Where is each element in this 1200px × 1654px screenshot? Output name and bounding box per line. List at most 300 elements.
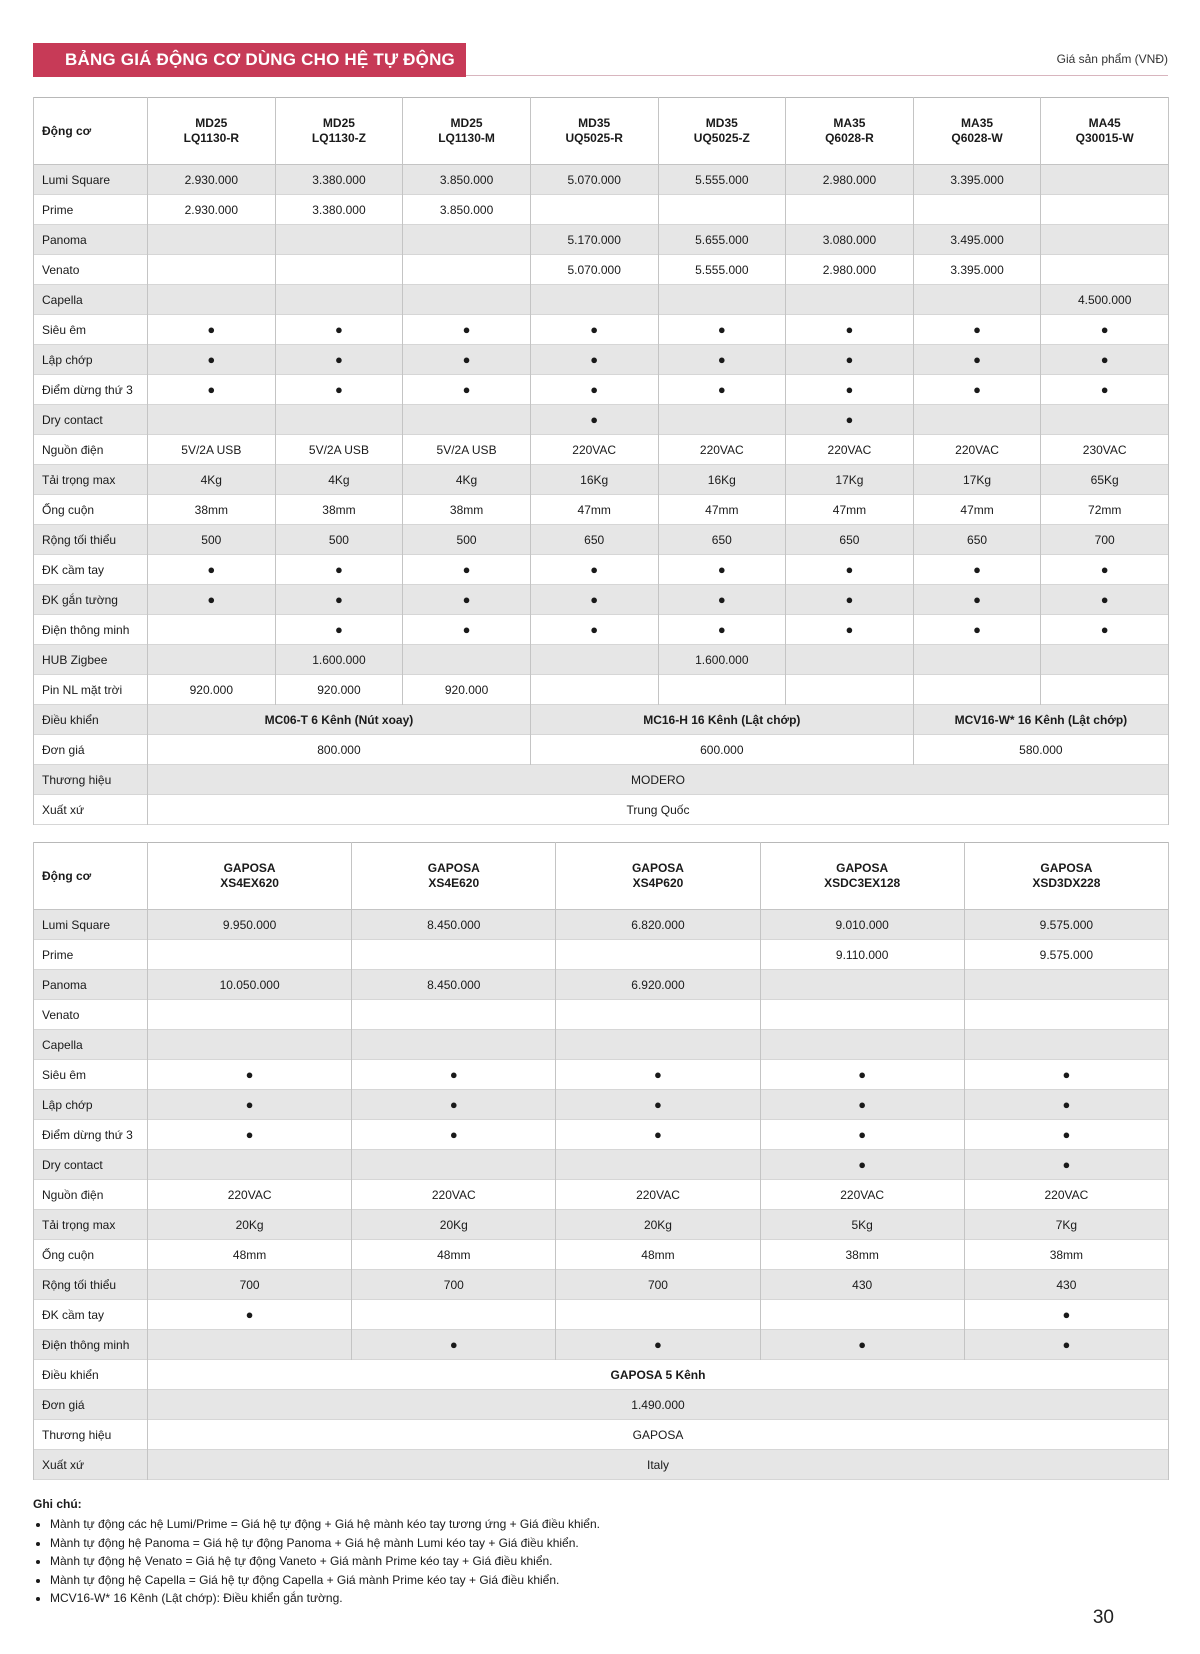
row-label: Tải trọng max bbox=[34, 465, 148, 495]
table-cell bbox=[530, 195, 658, 225]
table-row bbox=[34, 1150, 1169, 1180]
control-cell: MC16-H 16 Kênh (Lật chớp) bbox=[530, 705, 913, 735]
table-cell bbox=[148, 255, 276, 285]
table-cell: 3.380.000 bbox=[275, 195, 403, 225]
table-cell: ● bbox=[148, 1120, 352, 1150]
table-cell: ● bbox=[1041, 375, 1169, 405]
table-cell: 220VAC bbox=[760, 1180, 964, 1210]
table-cell bbox=[403, 645, 531, 675]
table-cell bbox=[1041, 165, 1169, 195]
table-cell: ● bbox=[530, 585, 658, 615]
table-cell: ● bbox=[786, 405, 914, 435]
table-cell: 920.000 bbox=[275, 675, 403, 705]
table-cell: 650 bbox=[786, 525, 914, 555]
table-row bbox=[34, 1270, 1169, 1300]
table-cell bbox=[786, 285, 914, 315]
table-cell: 2.930.000 bbox=[148, 165, 276, 195]
table-cell bbox=[148, 940, 352, 970]
table-cell: ● bbox=[786, 555, 914, 585]
table-cell: 220VAC bbox=[913, 435, 1041, 465]
table-cell bbox=[1041, 225, 1169, 255]
table-cell bbox=[658, 195, 786, 225]
table-cell: 920.000 bbox=[403, 675, 531, 705]
table-cell: 650 bbox=[530, 525, 658, 555]
table-cell: 38mm bbox=[275, 495, 403, 525]
table-cell bbox=[148, 615, 276, 645]
table-cell: 5V/2A USB bbox=[148, 435, 276, 465]
table-cell: 6.920.000 bbox=[556, 970, 760, 1000]
note-item: • Mành tự động các hệ Lumi/Prime = Giá hệ tự động + Giá hệ mành kéo tay tương ứng + Giá điều khiển. bbox=[50, 1515, 1033, 1534]
column-header: MA45 Q30015-W bbox=[1041, 98, 1169, 165]
row-label: Prime bbox=[34, 940, 148, 970]
table-cell: 72mm bbox=[1041, 495, 1169, 525]
table-cell bbox=[964, 970, 1168, 1000]
table-cell: 2.980.000 bbox=[786, 165, 914, 195]
table-cell: 47mm bbox=[530, 495, 658, 525]
table-cell: ● bbox=[148, 555, 276, 585]
notes-list bbox=[33, 1515, 1033, 1608]
row-label: Điện thông minh bbox=[34, 615, 148, 645]
table-cell: 3.850.000 bbox=[403, 165, 531, 195]
table-cell: ● bbox=[275, 345, 403, 375]
table-cell: 500 bbox=[275, 525, 403, 555]
row-label: ĐK cầm tay bbox=[34, 555, 148, 585]
table-cell: ● bbox=[760, 1090, 964, 1120]
table-cell: ● bbox=[403, 375, 531, 405]
table-cell: ● bbox=[352, 1120, 556, 1150]
table-cell bbox=[530, 675, 658, 705]
table-cell bbox=[760, 1000, 964, 1030]
note-item: • Mành tự động hệ Venato = Giá hệ tự động Vaneto + Giá mành Prime kéo tay + Giá điều khiển. bbox=[50, 1552, 1033, 1571]
table-row bbox=[34, 585, 1169, 615]
table-cell: 3.080.000 bbox=[786, 225, 914, 255]
table-header-row bbox=[34, 98, 1169, 165]
table-cell: ● bbox=[760, 1120, 964, 1150]
column-header: GAPOSA XS4E620 bbox=[352, 843, 556, 910]
table-cell: 48mm bbox=[352, 1240, 556, 1270]
control-cell: MCV16-W* 16 Kênh (Lật chớp) bbox=[913, 705, 1168, 735]
table-cell: ● bbox=[913, 345, 1041, 375]
table-cell: ● bbox=[556, 1330, 760, 1360]
table-row bbox=[34, 970, 1169, 1000]
table-cell bbox=[1041, 645, 1169, 675]
table-cell: 4Kg bbox=[403, 465, 531, 495]
brand-cell: GAPOSA bbox=[148, 1420, 1169, 1450]
table-row bbox=[34, 1210, 1169, 1240]
table-cell: 220VAC bbox=[148, 1180, 352, 1210]
table-cell: 430 bbox=[964, 1270, 1168, 1300]
column-header: GAPOSA XSD3DX228 bbox=[964, 843, 1168, 910]
table-cell: 1.600.000 bbox=[658, 645, 786, 675]
row-label: HUB Zigbee bbox=[34, 645, 148, 675]
table-cell bbox=[275, 225, 403, 255]
page-header bbox=[33, 43, 1168, 77]
table-cell: 220VAC bbox=[786, 435, 914, 465]
table-cell: 220VAC bbox=[658, 435, 786, 465]
row-label: Ống cuộn bbox=[34, 1240, 148, 1270]
table-cell: 700 bbox=[556, 1270, 760, 1300]
table-row bbox=[34, 1090, 1169, 1120]
control-cell: GAPOSA 5 Kênh bbox=[148, 1360, 1169, 1390]
table-cell: 2.930.000 bbox=[148, 195, 276, 225]
table-cell: ● bbox=[1041, 585, 1169, 615]
note-item: • Mành tự động hệ Capella = Giá hệ tự động Capella + Giá mành Prime kéo tay + Giá điều khiển. bbox=[50, 1571, 1033, 1590]
table-cell bbox=[556, 1150, 760, 1180]
table-cell: ● bbox=[964, 1330, 1168, 1360]
table-row bbox=[34, 645, 1169, 675]
column-header: MD25 LQ1130-R bbox=[148, 98, 276, 165]
table-cell: ● bbox=[148, 585, 276, 615]
table-cell: 4Kg bbox=[275, 465, 403, 495]
table-cell: 7Kg bbox=[964, 1210, 1168, 1240]
table-cell: 5Kg bbox=[760, 1210, 964, 1240]
table-cell: ● bbox=[148, 1060, 352, 1090]
table-cell: 20Kg bbox=[352, 1210, 556, 1240]
row-label: Panoma bbox=[34, 225, 148, 255]
table-cell: 38mm bbox=[148, 495, 276, 525]
table-cell: ● bbox=[760, 1060, 964, 1090]
table-cell: 3.380.000 bbox=[275, 165, 403, 195]
table-cell bbox=[1041, 195, 1169, 225]
table-row bbox=[34, 1390, 1169, 1420]
table-cell: 9.575.000 bbox=[964, 940, 1168, 970]
table-row bbox=[34, 1450, 1169, 1480]
table-cell: 8.450.000 bbox=[352, 910, 556, 940]
table-cell: ● bbox=[556, 1060, 760, 1090]
column-header: MD35 UQ5025-Z bbox=[658, 98, 786, 165]
table-cell: ● bbox=[403, 345, 531, 375]
table-cell: ● bbox=[1041, 615, 1169, 645]
table-row bbox=[34, 910, 1169, 940]
table-cell bbox=[760, 1300, 964, 1330]
table-cell: ● bbox=[275, 585, 403, 615]
table-cell bbox=[786, 195, 914, 225]
table-cell: ● bbox=[1041, 315, 1169, 345]
table-cell: ● bbox=[913, 615, 1041, 645]
table-cell bbox=[148, 1000, 352, 1030]
table-cell bbox=[760, 1030, 964, 1060]
row-label: Nguồn điện bbox=[34, 1180, 148, 1210]
table-cell: ● bbox=[1041, 345, 1169, 375]
table-row bbox=[34, 1420, 1169, 1450]
table-cell: 5.070.000 bbox=[530, 255, 658, 285]
table-cell: ● bbox=[760, 1330, 964, 1360]
table-cell: 650 bbox=[913, 525, 1041, 555]
row-label: Điều khiển bbox=[34, 705, 148, 735]
table-cell bbox=[786, 675, 914, 705]
table-cell: ● bbox=[275, 555, 403, 585]
table-row bbox=[34, 1180, 1169, 1210]
table-cell: 5.555.000 bbox=[658, 255, 786, 285]
table-cell: ● bbox=[556, 1120, 760, 1150]
row-label: Thương hiệu bbox=[34, 1420, 148, 1450]
column-header: MD35 UQ5025-R bbox=[530, 98, 658, 165]
table-cell bbox=[275, 405, 403, 435]
row-label: Prime bbox=[34, 195, 148, 225]
price-unit-note: Giá sản phẩm (VNĐ) bbox=[1056, 52, 1168, 66]
table-cell: ● bbox=[530, 375, 658, 405]
table-cell: ● bbox=[530, 405, 658, 435]
table-cell: 47mm bbox=[658, 495, 786, 525]
table-cell: 430 bbox=[760, 1270, 964, 1300]
row-label: Dry contact bbox=[34, 1150, 148, 1180]
table-cell bbox=[352, 1150, 556, 1180]
note-item: • MCV16-W* 16 Kênh (Lật chớp): Điều khiển gắn tường. bbox=[50, 1589, 1033, 1608]
row-label: Panoma bbox=[34, 970, 148, 1000]
table-row bbox=[34, 1120, 1169, 1150]
table-row bbox=[34, 435, 1169, 465]
table-cell bbox=[403, 285, 531, 315]
unit-price-cell: 1.490.000 bbox=[148, 1390, 1169, 1420]
row-label: Venato bbox=[34, 1000, 148, 1030]
table-cell: 3.395.000 bbox=[913, 165, 1041, 195]
table-cell: 48mm bbox=[556, 1240, 760, 1270]
table-cell bbox=[964, 1000, 1168, 1030]
table-cell: ● bbox=[964, 1060, 1168, 1090]
row-label: ĐK cầm tay bbox=[34, 1300, 148, 1330]
table-cell: ● bbox=[1041, 555, 1169, 585]
table-cell: ● bbox=[913, 315, 1041, 345]
table-cell: 38mm bbox=[760, 1240, 964, 1270]
table-cell bbox=[148, 1150, 352, 1180]
table-cell: 500 bbox=[403, 525, 531, 555]
table-row bbox=[34, 1030, 1169, 1060]
table-row bbox=[34, 675, 1169, 705]
table-cell: ● bbox=[760, 1150, 964, 1180]
table-cell: ● bbox=[148, 1090, 352, 1120]
table-cell: 220VAC bbox=[352, 1180, 556, 1210]
table-cell bbox=[913, 645, 1041, 675]
table-row bbox=[34, 375, 1169, 405]
column-header: MD25 LQ1130-Z bbox=[275, 98, 403, 165]
column-header: GAPOSA XS4P620 bbox=[556, 843, 760, 910]
table-cell: ● bbox=[148, 315, 276, 345]
modero-motor-price-table bbox=[33, 97, 1169, 825]
row-label: Nguồn điện bbox=[34, 435, 148, 465]
table-row bbox=[34, 195, 1169, 225]
row-label: Lumi Square bbox=[34, 165, 148, 195]
table-row bbox=[34, 345, 1169, 375]
row-label: Đơn giá bbox=[34, 1390, 148, 1420]
table-cell: ● bbox=[786, 345, 914, 375]
table-cell bbox=[275, 285, 403, 315]
table-cell bbox=[658, 285, 786, 315]
table-cell: 47mm bbox=[786, 495, 914, 525]
table-cell bbox=[658, 675, 786, 705]
table-cell: 1.600.000 bbox=[275, 645, 403, 675]
table-cell bbox=[530, 645, 658, 675]
table-cell: ● bbox=[658, 375, 786, 405]
row-label: Capella bbox=[34, 1030, 148, 1060]
table-cell bbox=[148, 1030, 352, 1060]
table-cell: ● bbox=[275, 315, 403, 345]
table-cell: ● bbox=[964, 1150, 1168, 1180]
row-label: Điểm dừng thứ 3 bbox=[34, 375, 148, 405]
row-label: Lumi Square bbox=[34, 910, 148, 940]
notes-title: Ghi chú: bbox=[33, 1497, 82, 1511]
table-cell bbox=[352, 940, 556, 970]
table-cell: ● bbox=[786, 615, 914, 645]
table-cell bbox=[556, 1000, 760, 1030]
row-label: ĐK gắn tường bbox=[34, 585, 148, 615]
table-cell: ● bbox=[275, 375, 403, 405]
table-cell bbox=[148, 1330, 352, 1360]
table-cell: 220VAC bbox=[530, 435, 658, 465]
row-label: Xuất xứ bbox=[34, 1450, 148, 1480]
table-cell: 700 bbox=[148, 1270, 352, 1300]
table-row bbox=[34, 525, 1169, 555]
table-row bbox=[34, 615, 1169, 645]
corner-header: Động cơ bbox=[34, 843, 148, 910]
table-cell: 5.170.000 bbox=[530, 225, 658, 255]
table-cell bbox=[786, 645, 914, 675]
row-label: Siêu êm bbox=[34, 1060, 148, 1090]
control-cell: MC06-T 6 Kênh (Nút xoay) bbox=[148, 705, 531, 735]
table-row bbox=[34, 495, 1169, 525]
table-cell bbox=[352, 1000, 556, 1030]
table-cell: ● bbox=[530, 315, 658, 345]
table-cell: 700 bbox=[1041, 525, 1169, 555]
table-row bbox=[34, 255, 1169, 285]
table-cell bbox=[913, 405, 1041, 435]
unit-price-cell: 600.000 bbox=[530, 735, 913, 765]
row-label: Điểm dừng thứ 3 bbox=[34, 1120, 148, 1150]
table-cell: ● bbox=[786, 585, 914, 615]
table-cell: 38mm bbox=[964, 1240, 1168, 1270]
table-header-row bbox=[34, 843, 1169, 910]
table-cell: 20Kg bbox=[148, 1210, 352, 1240]
brand-cell: MODERO bbox=[148, 765, 1169, 795]
column-header: GAPOSA XSDC3EX128 bbox=[760, 843, 964, 910]
table-cell: 5.070.000 bbox=[530, 165, 658, 195]
table-row bbox=[34, 315, 1169, 345]
table-cell: ● bbox=[403, 315, 531, 345]
table-row bbox=[34, 705, 1169, 735]
table-row bbox=[34, 765, 1169, 795]
header-divider bbox=[466, 75, 1168, 76]
table-cell bbox=[530, 285, 658, 315]
table-cell: 20Kg bbox=[556, 1210, 760, 1240]
notes-section bbox=[33, 1497, 1033, 1608]
table-cell: ● bbox=[352, 1090, 556, 1120]
table-cell bbox=[148, 405, 276, 435]
table-cell: 38mm bbox=[403, 495, 531, 525]
table-cell bbox=[1041, 405, 1169, 435]
table-row bbox=[34, 225, 1169, 255]
table-row bbox=[34, 555, 1169, 585]
table-cell: 65Kg bbox=[1041, 465, 1169, 495]
table-cell: 9.950.000 bbox=[148, 910, 352, 940]
row-label: Ống cuộn bbox=[34, 495, 148, 525]
table-cell: ● bbox=[913, 375, 1041, 405]
table-cell bbox=[403, 225, 531, 255]
table-cell: ● bbox=[352, 1060, 556, 1090]
table-cell: ● bbox=[530, 345, 658, 375]
table-cell bbox=[403, 255, 531, 285]
table-row bbox=[34, 165, 1169, 195]
origin-cell: Trung Quốc bbox=[148, 795, 1169, 825]
column-header: MA35 Q6028-W bbox=[913, 98, 1041, 165]
origin-cell: Italy bbox=[148, 1450, 1169, 1480]
table-cell: 5.655.000 bbox=[658, 225, 786, 255]
gaposa-motor-price-table bbox=[33, 842, 1169, 1480]
table-cell: ● bbox=[964, 1090, 1168, 1120]
table-cell: ● bbox=[275, 615, 403, 645]
table-row bbox=[34, 465, 1169, 495]
table-cell bbox=[403, 405, 531, 435]
unit-price-cell: 800.000 bbox=[148, 735, 531, 765]
column-header: MA35 Q6028-R bbox=[786, 98, 914, 165]
table-cell bbox=[556, 940, 760, 970]
row-label: Điện thông minh bbox=[34, 1330, 148, 1360]
table-cell: 48mm bbox=[148, 1240, 352, 1270]
table-cell bbox=[760, 970, 964, 1000]
table-cell: ● bbox=[530, 555, 658, 585]
table-cell: ● bbox=[403, 555, 531, 585]
row-label: Siêu êm bbox=[34, 315, 148, 345]
table-cell: 10.050.000 bbox=[148, 970, 352, 1000]
table-cell: ● bbox=[913, 555, 1041, 585]
table-cell: ● bbox=[556, 1090, 760, 1120]
table-cell bbox=[352, 1300, 556, 1330]
table-cell bbox=[148, 645, 276, 675]
table-cell bbox=[556, 1300, 760, 1330]
table-cell: 500 bbox=[148, 525, 276, 555]
table-cell: 9.110.000 bbox=[760, 940, 964, 970]
table-cell: 17Kg bbox=[786, 465, 914, 495]
table-cell: 920.000 bbox=[148, 675, 276, 705]
table-cell: ● bbox=[658, 555, 786, 585]
table-row bbox=[34, 1240, 1169, 1270]
row-label: Venato bbox=[34, 255, 148, 285]
table-cell: ● bbox=[786, 375, 914, 405]
table-cell: 5V/2A USB bbox=[403, 435, 531, 465]
table-row bbox=[34, 940, 1169, 970]
note-item: • Mành tự động hệ Panoma = Giá hệ tự động Panoma + Giá hệ mành Lumi kéo tay + Giá điều khiển. bbox=[50, 1534, 1033, 1553]
table-cell: ● bbox=[352, 1330, 556, 1360]
table-cell: 700 bbox=[352, 1270, 556, 1300]
table-cell: ● bbox=[658, 315, 786, 345]
table-cell: 9.010.000 bbox=[760, 910, 964, 940]
table-cell: 5.555.000 bbox=[658, 165, 786, 195]
table-cell bbox=[913, 195, 1041, 225]
table-cell bbox=[148, 285, 276, 315]
row-label: Lập chớp bbox=[34, 1090, 148, 1120]
table-cell: 16Kg bbox=[658, 465, 786, 495]
table-cell: 8.450.000 bbox=[352, 970, 556, 1000]
row-label: Thương hiệu bbox=[34, 765, 148, 795]
table-cell: 650 bbox=[658, 525, 786, 555]
table-cell: 6.820.000 bbox=[556, 910, 760, 940]
table-cell: 220VAC bbox=[556, 1180, 760, 1210]
row-label: Dry contact bbox=[34, 405, 148, 435]
table-row bbox=[34, 1360, 1169, 1390]
table-cell: 3.495.000 bbox=[913, 225, 1041, 255]
table-cell bbox=[148, 225, 276, 255]
table-cell bbox=[1041, 675, 1169, 705]
table-row bbox=[34, 1000, 1169, 1030]
table-cell bbox=[913, 285, 1041, 315]
page-number: 30 bbox=[1092, 1607, 1114, 1628]
column-header: GAPOSA XS4EX620 bbox=[148, 843, 352, 910]
table-row bbox=[34, 285, 1169, 315]
table-cell bbox=[658, 405, 786, 435]
row-label: Capella bbox=[34, 285, 148, 315]
row-label: Lập chớp bbox=[34, 345, 148, 375]
table-cell: 220VAC bbox=[964, 1180, 1168, 1210]
table-row bbox=[34, 1330, 1169, 1360]
table-cell: 5V/2A USB bbox=[275, 435, 403, 465]
